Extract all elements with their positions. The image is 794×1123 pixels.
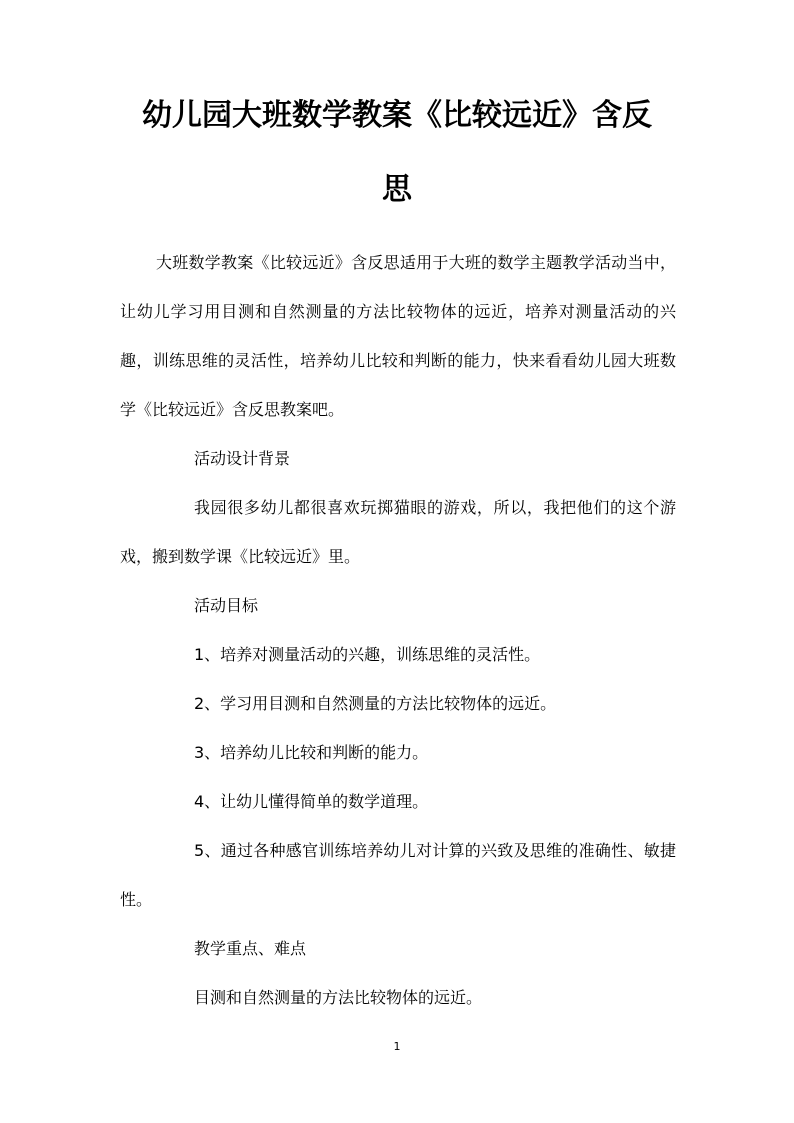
key-points-paragraph: 目测和自然测量的方法比较物体的远近。: [194, 988, 483, 1007]
page-number: 1: [393, 1040, 401, 1053]
goal-item-4: 4、让幼儿懂得简单的数学道理。: [194, 792, 429, 811]
document-title-line-2: 思: [382, 172, 412, 207]
key-points-heading: 教学重点、难点: [194, 939, 307, 958]
background-paragraph: 我园很多幼儿都很喜欢玩掷猫眼的游戏，所以，我把他们的这个游戏，搬到数学课《比较远近》里。: [120, 498, 676, 566]
goal-item-3: 3、培养幼儿比较和判断的能力。: [194, 743, 429, 762]
goal-item-5: 5、通过各种感官训练培养幼儿对计算的兴致及思维的准确性、敏捷性。: [120, 841, 676, 909]
document-title-line-1: 幼儿园大班数学教案《比较远近》含反: [142, 98, 652, 133]
goal-item-1: 1、培养对测量活动的兴趣，训练思维的灵活性。: [194, 645, 541, 664]
background-heading: 活动设计背景: [194, 449, 291, 468]
goals-heading: 活动目标: [194, 596, 259, 615]
goal-item-2: 2、学习用目测和自然测量的方法比较物体的远近。: [194, 694, 557, 713]
intro-paragraph: 大班数学教案《比较远近》含反思适用于大班的数学主题教学活动当中，让幼儿学习用目测和自然测量的方法比较物体的远近，培养对测量活动的兴趣，训练思维的灵活性，培养幼儿比较和判断的能力，快来看看幼儿园大班数学《比较远近》含反思教案吧。: [120, 253, 676, 419]
